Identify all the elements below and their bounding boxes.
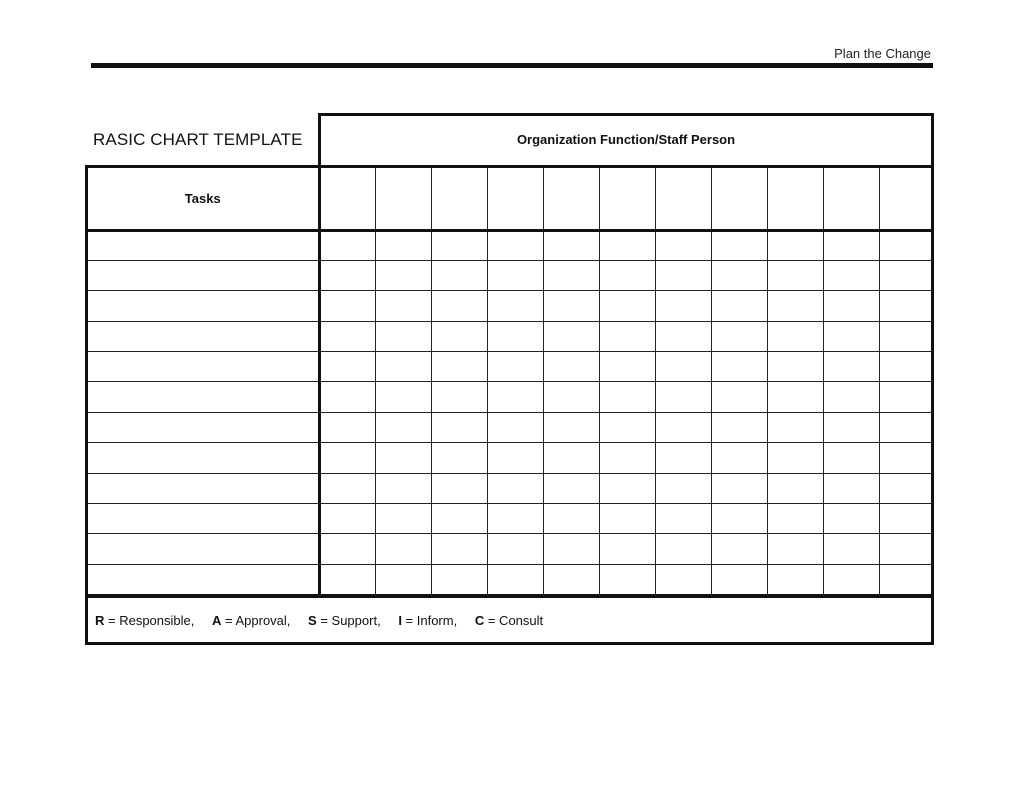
- assignment-cell[interactable]: [543, 534, 599, 564]
- assignment-cell[interactable]: [879, 260, 931, 290]
- staff-column-header-cell[interactable]: [543, 168, 599, 230]
- assignment-cell[interactable]: [879, 504, 931, 534]
- assignment-cell[interactable]: [431, 352, 487, 382]
- assignment-cell[interactable]: [319, 260, 375, 290]
- assignment-cell[interactable]: [375, 473, 431, 503]
- assignment-cell[interactable]: [375, 412, 431, 442]
- assignment-cell[interactable]: [879, 473, 931, 503]
- assignment-cell[interactable]: [655, 564, 711, 594]
- assignment-cell[interactable]: [655, 443, 711, 473]
- assignment-cell[interactable]: [431, 412, 487, 442]
- assignment-cell[interactable]: [655, 352, 711, 382]
- assignment-cell[interactable]: [711, 352, 767, 382]
- assignment-cell[interactable]: [487, 260, 543, 290]
- assignment-cell[interactable]: [375, 291, 431, 321]
- assignment-cell[interactable]: [823, 260, 879, 290]
- assignment-cell[interactable]: [543, 382, 599, 412]
- task-cell[interactable]: [88, 564, 319, 594]
- assignment-cell[interactable]: [319, 564, 375, 594]
- assignment-cell[interactable]: [879, 564, 931, 594]
- assignment-cell[interactable]: [823, 534, 879, 564]
- assignment-cell[interactable]: [711, 230, 767, 260]
- assignment-cell[interactable]: [543, 260, 599, 290]
- organization-header-label: Organization Function/Staff Person: [516, 132, 736, 147]
- assignment-cell[interactable]: [655, 260, 711, 290]
- assignment-cell[interactable]: [823, 230, 879, 260]
- staff-column-header-cell[interactable]: [711, 168, 767, 230]
- legend-box: [85, 595, 934, 645]
- assignment-cell[interactable]: [487, 291, 543, 321]
- table-row: [88, 443, 931, 473]
- assignment-cell[interactable]: [823, 291, 879, 321]
- assignment-cell[interactable]: [879, 321, 931, 351]
- assignment-cell[interactable]: [599, 564, 655, 594]
- assignment-cell[interactable]: [823, 382, 879, 412]
- assignment-cell[interactable]: [319, 230, 375, 260]
- assignment-cell[interactable]: [767, 321, 823, 351]
- assignment-cell[interactable]: [655, 382, 711, 412]
- assignment-cell[interactable]: [879, 412, 931, 442]
- grid-header-row: [88, 168, 931, 230]
- assignment-cell[interactable]: [599, 321, 655, 351]
- table-row: [88, 230, 931, 260]
- table-row: [88, 412, 931, 442]
- staff-column-header-cell[interactable]: [487, 168, 543, 230]
- assignment-cell[interactable]: [543, 352, 599, 382]
- assignment-cell[interactable]: [319, 321, 375, 351]
- task-cell[interactable]: [88, 291, 319, 321]
- assignment-cell[interactable]: [431, 564, 487, 594]
- table-row: [88, 291, 931, 321]
- assignment-cell[interactable]: [543, 504, 599, 534]
- assignment-cell[interactable]: [431, 534, 487, 564]
- table-row: [88, 260, 931, 290]
- assignment-cell[interactable]: [431, 382, 487, 412]
- assignment-cell[interactable]: [431, 443, 487, 473]
- assignment-cell[interactable]: [487, 412, 543, 442]
- page-title: RASIC CHART TEMPLATE: [93, 130, 303, 149]
- task-cell[interactable]: [88, 260, 319, 290]
- task-cell[interactable]: [88, 412, 319, 442]
- assignment-cell[interactable]: [711, 260, 767, 290]
- assignment-cell[interactable]: [319, 443, 375, 473]
- assignment-cell[interactable]: [879, 443, 931, 473]
- assignment-cell[interactable]: [767, 352, 823, 382]
- assignment-cell[interactable]: [711, 412, 767, 442]
- assignment-cell[interactable]: [711, 473, 767, 503]
- assignment-cell[interactable]: [319, 412, 375, 442]
- assignment-cell[interactable]: [711, 534, 767, 564]
- assignment-cell[interactable]: [655, 412, 711, 442]
- assignment-cell[interactable]: [375, 443, 431, 473]
- assignment-cell[interactable]: [823, 352, 879, 382]
- assignment-cell[interactable]: [487, 443, 543, 473]
- assignment-cell[interactable]: [879, 230, 931, 260]
- assignment-cell[interactable]: [487, 321, 543, 351]
- assignment-cell[interactable]: [767, 473, 823, 503]
- tasks-header: Tasks: [88, 168, 319, 230]
- assignment-cell[interactable]: [767, 230, 823, 260]
- assignment-cell[interactable]: [767, 382, 823, 412]
- staff-column-header-cell[interactable]: [823, 168, 879, 230]
- assignment-cell[interactable]: [823, 504, 879, 534]
- assignment-cell[interactable]: [599, 473, 655, 503]
- task-cell[interactable]: [88, 382, 319, 412]
- task-cell[interactable]: [88, 230, 319, 260]
- staff-column-header-cell[interactable]: [879, 168, 931, 230]
- assignment-cell[interactable]: [375, 230, 431, 260]
- assignment-cell[interactable]: [543, 230, 599, 260]
- assignment-cell[interactable]: [319, 504, 375, 534]
- assignment-cell[interactable]: [319, 382, 375, 412]
- assignment-cell[interactable]: [655, 534, 711, 564]
- assignment-cell[interactable]: [431, 321, 487, 351]
- assignment-cell[interactable]: [655, 473, 711, 503]
- assignment-cell[interactable]: [711, 564, 767, 594]
- table-row: [88, 564, 931, 594]
- page-header-text: Plan the Change: [834, 46, 931, 61]
- legend-text: [95, 613, 557, 628]
- assignment-cell[interactable]: [823, 412, 879, 442]
- assignment-cell[interactable]: [711, 443, 767, 473]
- assignment-cell[interactable]: [655, 504, 711, 534]
- assignment-cell[interactable]: [319, 534, 375, 564]
- organization-header: [318, 113, 934, 167]
- assignment-cell[interactable]: [599, 352, 655, 382]
- assignment-cell[interactable]: [375, 504, 431, 534]
- assignment-cell[interactable]: [767, 443, 823, 473]
- staff-column-header-cell[interactable]: [375, 168, 431, 230]
- task-cell[interactable]: [88, 443, 319, 473]
- assignment-cell[interactable]: [431, 504, 487, 534]
- assignment-cell[interactable]: [375, 564, 431, 594]
- table-row: [88, 382, 931, 412]
- rasic-table: [88, 168, 931, 595]
- assignment-cell[interactable]: [431, 473, 487, 503]
- assignment-cell[interactable]: [655, 230, 711, 260]
- assignment-cell[interactable]: [375, 260, 431, 290]
- assignment-cell[interactable]: [711, 504, 767, 534]
- assignment-cell[interactable]: [711, 321, 767, 351]
- task-cell[interactable]: [88, 321, 319, 351]
- legend-item-c: C = Consult: [474, 613, 544, 628]
- staff-column-header-cell[interactable]: [431, 168, 487, 230]
- assignment-cell[interactable]: [823, 443, 879, 473]
- rasic-grid: [85, 165, 934, 597]
- assignment-cell[interactable]: [431, 230, 487, 260]
- assignment-cell[interactable]: [319, 352, 375, 382]
- assignment-cell[interactable]: [599, 382, 655, 412]
- assignment-cell[interactable]: [487, 504, 543, 534]
- staff-column-header-cell[interactable]: [767, 168, 823, 230]
- task-cell[interactable]: [88, 352, 319, 382]
- assignment-cell[interactable]: [599, 443, 655, 473]
- assignment-cell[interactable]: [823, 321, 879, 351]
- staff-column-header-cell[interactable]: [599, 168, 655, 230]
- assignment-cell[interactable]: [767, 291, 823, 321]
- assignment-cell[interactable]: [375, 534, 431, 564]
- assignment-cell[interactable]: [767, 534, 823, 564]
- assignment-cell[interactable]: [543, 291, 599, 321]
- assignment-cell[interactable]: [375, 352, 431, 382]
- assignment-cell[interactable]: [543, 443, 599, 473]
- legend-item-i: I = Inform,: [398, 613, 458, 628]
- assignment-cell[interactable]: [599, 230, 655, 260]
- assignment-cell[interactable]: [375, 321, 431, 351]
- assignment-cell[interactable]: [487, 473, 543, 503]
- header-rule: [91, 63, 933, 68]
- assignment-cell[interactable]: [487, 564, 543, 594]
- assignment-cell[interactable]: [431, 291, 487, 321]
- assignment-cell[interactable]: [655, 321, 711, 351]
- assignment-cell[interactable]: [879, 382, 931, 412]
- legend-item-s: S = Support,: [308, 613, 381, 628]
- assignment-cell[interactable]: [767, 260, 823, 290]
- assignment-cell[interactable]: [487, 352, 543, 382]
- assignment-cell[interactable]: [767, 504, 823, 534]
- assignment-cell[interactable]: [319, 291, 375, 321]
- assignment-cell[interactable]: [543, 473, 599, 503]
- assignment-cell[interactable]: [543, 564, 599, 594]
- assignment-cell[interactable]: [767, 564, 823, 594]
- task-cell[interactable]: [88, 534, 319, 564]
- assignment-cell[interactable]: [711, 291, 767, 321]
- assignment-cell[interactable]: [543, 321, 599, 351]
- assignment-cell[interactable]: [599, 260, 655, 290]
- table-row: [88, 321, 931, 351]
- assignment-cell[interactable]: [655, 291, 711, 321]
- assignment-cell[interactable]: [431, 260, 487, 290]
- assignment-cell[interactable]: [879, 352, 931, 382]
- assignment-cell[interactable]: [543, 412, 599, 442]
- assignment-cell[interactable]: [599, 412, 655, 442]
- assignment-cell[interactable]: [487, 534, 543, 564]
- assignment-cell[interactable]: [319, 473, 375, 503]
- table-row: [88, 534, 931, 564]
- assignment-cell[interactable]: [487, 382, 543, 412]
- assignment-cell[interactable]: [599, 291, 655, 321]
- assignment-cell[interactable]: [487, 230, 543, 260]
- assignment-cell[interactable]: [375, 382, 431, 412]
- assignment-cell[interactable]: [599, 504, 655, 534]
- assignment-cell[interactable]: [767, 412, 823, 442]
- table-row: [88, 352, 931, 382]
- task-cell[interactable]: [88, 504, 319, 534]
- staff-column-header-cell[interactable]: [655, 168, 711, 230]
- assignment-cell[interactable]: [823, 473, 879, 503]
- assignment-cell[interactable]: [823, 564, 879, 594]
- task-cell[interactable]: [88, 473, 319, 503]
- assignment-cell[interactable]: [879, 291, 931, 321]
- staff-column-header-cell[interactable]: [319, 168, 375, 230]
- assignment-cell[interactable]: [599, 534, 655, 564]
- table-row: [88, 504, 931, 534]
- legend-item-a: A = Approval,: [212, 613, 291, 628]
- legend-item-r: R = Responsible,: [95, 613, 195, 628]
- assignment-cell[interactable]: [711, 382, 767, 412]
- table-row: [88, 473, 931, 503]
- assignment-cell[interactable]: [879, 534, 931, 564]
